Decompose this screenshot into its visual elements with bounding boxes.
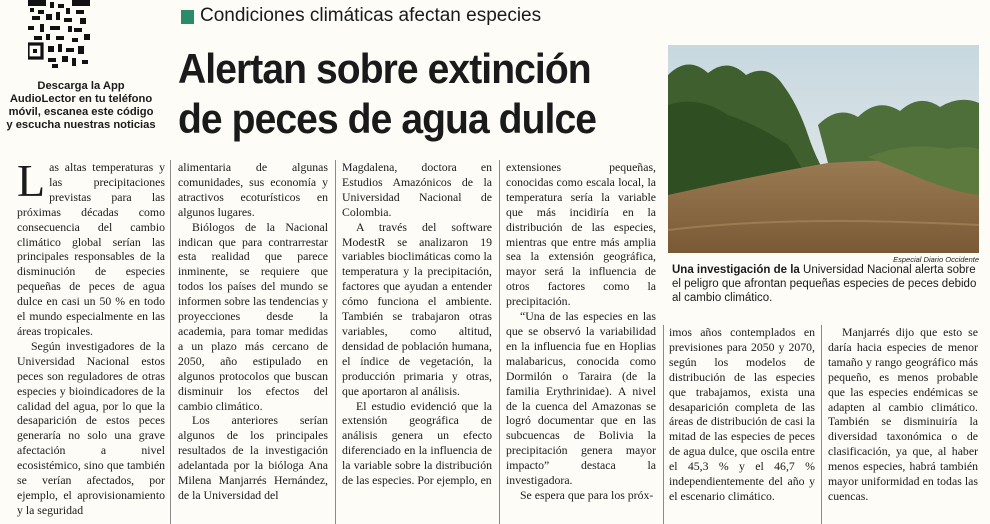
column-rule [170, 160, 171, 524]
column-rule [335, 160, 336, 524]
paragraph-text: as altas temperaturas y las precipitaciones previstas para las próximas décadas como consecuencia del cambio climático global serían las principales responsables de la disminución de especies pequeñas de peces de agua dulce en casi un 50 % en todo el mundo especialmente en las áreas tropicales. [17, 160, 165, 338]
kicker: Condiciones climáticas afectan especies [200, 5, 542, 26]
paragraph: “Una de las especies en las que se observó la variabilidad en la influencia fue en Hoplias malabaricus, conocida como Dormilón o Taraira (de la familia Erythrinidae). A nivel de la cuenca del Amazonas se logró documentar que en las subcuencas de Bolivia la precipitación genera mayor impacto” destaca la investigadora. [506, 309, 656, 488]
column-rule [499, 160, 500, 524]
dropcap: L [17, 155, 46, 206]
river-photo [668, 45, 979, 253]
qr-code-image [28, 0, 90, 70]
paragraph: Biólogos de la Nacional indican que para contrarrestar esta realidad que parece inminente, se requiere que todos los países del mundo se informen sobre las tendencias y proyecciones desde la academia, para tomar medidas a un plazo más cercano de 2050, año estipulado en algunos protocolos que buscan disminuir los efectos del cambio climático. [178, 219, 328, 413]
headline: Alertan sobre extinción de peces de agua dulce [178, 45, 597, 142]
paragraph: Manjarrés dijo que esto se daría hacia especies de menor tamaño y rango geográfico más pequeño, es menos probable que las especies endémicas se adapten al cambio climático. También se disminuiría la diversidad taxonómica o de clasificación, ya que, al haber menos especies, habrá también mayor uniformidad en todas las cuencas. [828, 325, 978, 503]
column-rule [663, 325, 664, 524]
paragraph: Los anteriores serían algunos de los principales resultados de la investigación adelantada por la bióloga Ana Milena Manjarrés Hernández, de la Universidad del [178, 413, 328, 502]
paragraph: Magdalena, doctora en Estudios Amazónicos de la Universidad Nacional de Colombia. [342, 160, 492, 219]
paragraph: extensiones pequeñas, conocidas como escala local, la temperatura sería la variable que más incidiría en la distribución de las especies, mientras que entre más amplia sea la extensión geográfica, mayor será la influencia de otros factores como la precipitación. [506, 160, 656, 309]
column-rule [821, 325, 822, 524]
article-column-4 [506, 160, 656, 503]
paragraph: Según investigadores de la Universidad Nacional estos peces son reguladores de otras especies y bioindicadores de la calidad del agua, por lo que la desaparición de estos peces generaría no solo una grave afectación a nivel ecosistémico, sino que también se verían afectados, por ejemplo, el aprovisionamiento y la seguridad [17, 338, 165, 517]
kicker-square [181, 10, 194, 24]
caption-lead: Una investigación de la [672, 264, 800, 276]
paragraph: Se espera que para los próx- [520, 487, 654, 502]
caption-text: Universidad Nacional alerta sobre el peligro que afrontan pequeñas especies de peces debido al cambio climático. [672, 264, 977, 304]
paragraph: imos años contemplados en previsiones para 2050 y 2070, según los modelos de distribución de las especies que trabajamos, exista una desaparición completa de las áreas de distribución de casi la mitad de las especies de peces de agua dulce, que oscila entre el 45,3 % y el 46,7 % independientemente del año y el escenario climático. [669, 325, 815, 503]
paragraph [17, 155, 165, 339]
article-column-2 [178, 160, 328, 503]
photo-caption [672, 263, 979, 305]
article-column-1 [17, 155, 165, 518]
paragraph: El estudio evidenció que la extensión geográfica de análisis genera un efecto diferenciado en la influencia de la variable sobre la distribución de las especies. Por ejemplo, en [342, 398, 492, 488]
qr-caption: Descarga la App AudioLector en tu teléfono móvil, escanea este código y escucha nuestras noticias [6, 80, 156, 131]
article-column-5 [669, 325, 815, 504]
article-column-6 [828, 325, 978, 504]
paragraph: alimentaria de algunas comunidades, sus economía y atractivos ecoturísticos en algunos lugares. [178, 160, 328, 219]
article-column-3 [342, 160, 492, 488]
photo-credit: Especial Diario Occidente [893, 255, 979, 264]
paragraph: A través del software ModestR se analizaron 19 variables bioclimáticas como la temperatura y la precipitación, factores que ayudan a entender cómo funciona el ambiente. También se trabajaron otras variables, como altitud, densidad de población humana, el índice de vegetación, la producción primaria y otras, que aportaron al análisis. [342, 219, 492, 398]
